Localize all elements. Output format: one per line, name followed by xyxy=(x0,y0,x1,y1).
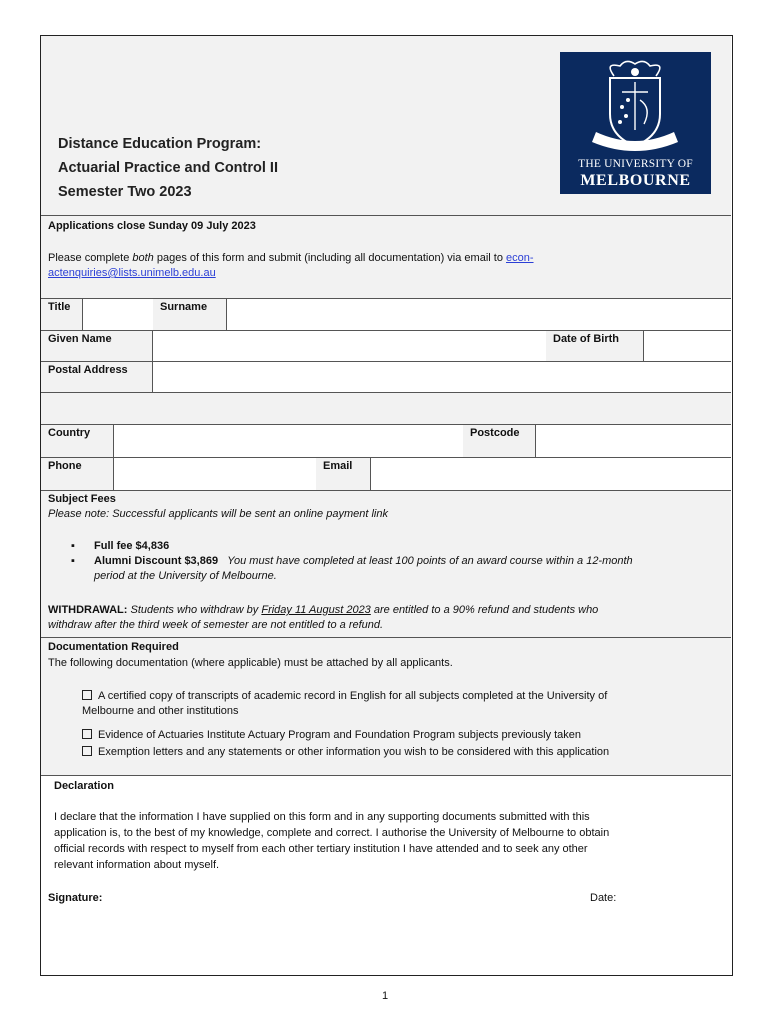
subject-fees-section xyxy=(41,491,731,638)
email-label: Email xyxy=(316,458,371,490)
instruction-part: Please complete xyxy=(48,252,133,264)
actuaries-evidence-checkbox[interactable] xyxy=(82,729,92,739)
full-fee-text: Full fee $4,836 xyxy=(94,540,170,552)
declaration-text-line4: relevant information about myself. xyxy=(54,859,220,871)
doc-item-text: A certified copy of transcripts of academic record in English for all subjects completed at the University of xyxy=(98,690,608,702)
email-input[interactable] xyxy=(371,458,731,490)
postal-address-input[interactable] xyxy=(153,362,731,392)
logo-line-melbourne: MELBOURNE xyxy=(580,172,691,189)
postcode-input[interactable] xyxy=(536,425,731,457)
intro-section xyxy=(41,216,731,299)
given-name-label: Given Name xyxy=(41,331,153,361)
withdrawal-text xyxy=(48,603,728,618)
postal-address-line2[interactable] xyxy=(41,393,731,425)
page-title-subject: Actuarial Practice and Control II xyxy=(58,160,278,176)
postal-address-row xyxy=(41,362,731,393)
email-link-continued xyxy=(48,266,216,281)
doc-item-transcripts-line2: Melbourne and other institutions xyxy=(82,705,239,717)
application-form xyxy=(40,35,733,976)
documentation-heading: Documentation Required xyxy=(48,641,179,653)
doc-item-exemption xyxy=(82,745,727,760)
bullet-icon: ▪ xyxy=(71,555,75,567)
withdrawal-part: are entitled to a 90% refund and students who xyxy=(370,604,599,616)
phone-email-row xyxy=(41,458,731,491)
exemption-letters-checkbox[interactable] xyxy=(82,746,92,756)
surname-input[interactable] xyxy=(227,299,731,330)
fees-heading: Subject Fees xyxy=(48,493,116,505)
withdrawal-text-line2: withdraw after the third week of semester are not entitled to a refund. xyxy=(48,619,384,631)
instruction-text xyxy=(48,251,728,266)
postcode-label: Postcode xyxy=(463,425,536,457)
instruction-emphasis: both xyxy=(132,252,154,264)
doc-item-text: Exemption letters and any statements or other information you wish to be considered with this application xyxy=(98,746,610,758)
phone-input[interactable] xyxy=(114,458,317,490)
bullet-icon: ▪ xyxy=(71,540,75,552)
alumni-discount-label: Alumni Discount $3,869 xyxy=(94,555,219,567)
country-label: Country xyxy=(41,425,114,457)
declaration-section xyxy=(41,776,731,974)
date-field[interactable] xyxy=(626,888,726,912)
date-of-birth-input[interactable] xyxy=(644,331,731,361)
title-label: Title xyxy=(41,299,83,330)
documentation-intro: The following documentation (where applicable) must be attached by all applicants. xyxy=(48,657,453,669)
doc-item-transcripts xyxy=(82,689,727,704)
page-title-semester: Semester Two 2023 xyxy=(58,184,192,200)
alumni-discount-text xyxy=(94,554,729,569)
title-surname-row xyxy=(41,299,731,331)
alumni-discount-note-line2: period at the University of Melbourne. xyxy=(94,570,277,582)
declaration-text-line3: official records with respect to myself from each other tertiary institution I have attended and to seek any other xyxy=(54,843,588,855)
given-name-input[interactable] xyxy=(153,331,547,361)
form-header xyxy=(41,36,731,216)
documentation-section xyxy=(41,638,731,776)
doc-item-actuaries xyxy=(82,728,727,743)
declaration-heading: Declaration xyxy=(54,780,114,792)
university-logo xyxy=(560,52,711,194)
date-label: Date: xyxy=(590,892,617,904)
country-input[interactable] xyxy=(114,425,464,457)
postal-address-label: Postal Address xyxy=(41,362,153,392)
crest-icon xyxy=(560,52,711,156)
title-input[interactable] xyxy=(83,299,154,330)
email-link-part2[interactable]: actenquiries@lists.unimelb.edu.au xyxy=(48,267,216,279)
transcripts-checkbox[interactable] xyxy=(82,690,92,700)
signature-label: Signature: xyxy=(48,892,103,904)
given-name-row xyxy=(41,331,731,362)
withdrawal-date: Friday 11 August 2023 xyxy=(261,604,371,616)
logo-line-university-of: THE UNIVERSITY OF xyxy=(578,158,693,170)
withdrawal-label: WITHDRAWAL: xyxy=(48,604,128,616)
declaration-text-line1: I declare that the information I have supplied on this form and in any supporting documents submitted with this xyxy=(54,811,590,823)
page-number: 1 xyxy=(381,990,389,1002)
signature-field[interactable] xyxy=(121,888,541,912)
phone-label: Phone xyxy=(41,458,114,490)
alumni-discount-note: You must have completed at least 100 points of an award course within a 12-month xyxy=(227,555,633,567)
applications-close-text: Applications close Sunday 09 July 2023 xyxy=(48,220,256,232)
page-title-program: Distance Education Program: xyxy=(58,136,262,152)
doc-item-text: Evidence of Actuaries Institute Actuary Program and Foundation Program subjects previously taken xyxy=(98,729,582,741)
fees-note: Please note: Successful applicants will be sent an online payment link xyxy=(48,508,388,520)
date-of-birth-label: Date of Birth xyxy=(546,331,644,361)
instruction-part: pages of this form and submit (including all documentation) via email to xyxy=(153,252,506,264)
surname-label: Surname xyxy=(153,299,227,330)
email-link[interactable]: econ- xyxy=(506,252,534,264)
country-postcode-row xyxy=(41,425,731,458)
declaration-text-line2: application is, to the best of my knowledge, complete and correct. I authorise the University of Melbourne to obtain xyxy=(54,827,610,839)
withdrawal-part: Students who withdraw by xyxy=(127,604,262,616)
